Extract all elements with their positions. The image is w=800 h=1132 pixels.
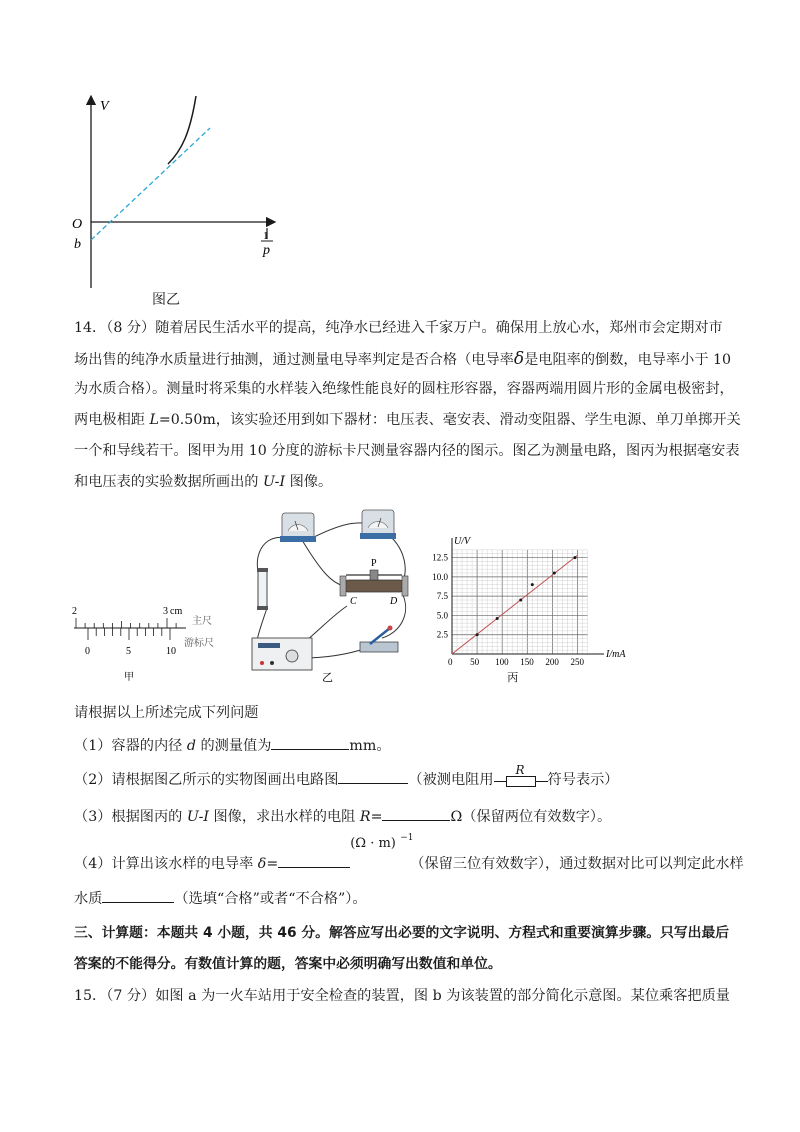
q4-text-a: （4）计算出该水样的电导率 [74, 856, 258, 872]
fig-bing-caption: 丙 [507, 672, 519, 684]
x-tick-label: 250 [570, 657, 584, 667]
q4-text-b: = [266, 856, 279, 872]
origin-label: O [72, 217, 83, 232]
x-tick-label: 100 [495, 657, 509, 667]
intercept-label: b [74, 237, 81, 252]
x-tick-label: 200 [545, 657, 559, 667]
q4-answer-blank[interactable] [278, 853, 350, 868]
fig-yi-circuit [232, 498, 432, 684]
main-scale-3: 3 [163, 606, 168, 617]
q14-line2-a: 场出售的纯净水质量进行抽测，通过测量电导率判定是否合格（电导率 [74, 352, 514, 368]
data-point [553, 572, 556, 575]
q14-line6-b: 图像。 [285, 474, 333, 490]
fig-yi-caption: 图乙 [152, 292, 180, 308]
q4-unit-base: (Ω · m) [350, 836, 396, 851]
q5-text-b: （选填“合格”或者“不合格”）。 [174, 891, 367, 907]
q14-line6-a: 和电压表的实验数据所画出的 [74, 474, 263, 490]
question-1 [74, 735, 391, 756]
fig-yi-vp-graph [60, 88, 300, 313]
fig-bing-ui-chart [432, 536, 630, 684]
vernier-ticks [88, 628, 170, 640]
q1-text-c: mm。 [349, 738, 391, 754]
vernier-0: 0 [85, 646, 90, 657]
q1-text-a: （1）容器的内径 [74, 738, 187, 754]
main-scale-label: 主尺 [192, 616, 212, 627]
axis-label-one: 1 [263, 230, 269, 242]
question-5 [74, 888, 367, 909]
q3-text-c: = [370, 809, 383, 825]
q14-var-l: L [149, 412, 159, 428]
resistor-symbol-icon [494, 763, 548, 790]
voltmeter-icon [280, 513, 316, 542]
q2-text-a: （2）请根据图乙所示的实物图画出电路图 [74, 772, 339, 788]
q3-text-b: 图像，求出水样的电阻 [208, 809, 360, 825]
q14-var-ui: U-I [262, 474, 286, 490]
q14-line4 [74, 410, 741, 430]
question-2 [74, 763, 619, 790]
fig-yi-circuit-caption: 乙 [322, 672, 333, 684]
q4-unit [350, 833, 414, 868]
q3-text-d: Ω（保留两位有效数字）。 [450, 809, 612, 825]
data-point [476, 633, 479, 636]
y-tick-label: 5.0 [436, 610, 448, 621]
fig-jia-caliper [68, 600, 233, 685]
milliammeter-icon [360, 510, 396, 539]
power-supply-icon [252, 638, 312, 670]
q3-var-r: R [359, 809, 371, 825]
x-tick-label: 150 [520, 657, 534, 667]
q14-line2-b: 是电阻率的倒数，电导率小于 10 [524, 352, 732, 368]
q2-text-c: 符号表示） [547, 772, 619, 788]
chart-x-label: I/mA [606, 649, 626, 660]
v-curve [168, 96, 196, 164]
section3-line1: 三、计算题：本题共 4 小题，共 46 分。解答应写出必要的文字说明、方程式和重要演算步骤。只写出最后 [74, 925, 730, 941]
q14-line2 [74, 349, 731, 370]
q4-var-delta: δ [257, 856, 267, 872]
rheostat-label-p: P [371, 558, 377, 569]
fig-jia-caption: 甲 [124, 672, 134, 683]
main-scale-ticks [76, 618, 176, 628]
question-4 [74, 833, 744, 874]
x-tick-label: 50 [470, 657, 480, 667]
y-tick-label: 10.0 [432, 571, 448, 582]
data-point [496, 617, 499, 620]
rheostat-label-c: C [350, 596, 357, 607]
q14-line3: 为水质合格）。测量时将采集的水样装入绝缘性能良好的圆柱形容器，容器两端用圆片形的金属电极密封， [74, 381, 734, 397]
q14-line4-a: 两电极相距 [74, 412, 150, 428]
vernier-label: 游标尺 [184, 638, 214, 649]
q4-text-c: （保留三位有效数字），通过数据对比可以判定此水样 [410, 856, 744, 872]
q14-line4-b: =0.50m，该实验还用到如下器材：电压表、毫安表、滑动变阻器、学生电源、单刀单掷开关 [158, 412, 741, 428]
q14-line6 [74, 472, 332, 492]
data-point [519, 599, 522, 602]
q1-text-b: 的测量值为 [195, 738, 272, 754]
q1-answer-blank[interactable] [271, 735, 349, 750]
question-3 [74, 806, 611, 827]
data-point [531, 583, 534, 586]
q2-answer-blank[interactable] [338, 769, 408, 784]
rheostat-label-d: D [390, 596, 398, 607]
questions-intro: 请根据以上所述完成下列问题 [74, 705, 259, 721]
chart-fit-line [452, 555, 577, 654]
axis-label-p: p [263, 243, 270, 258]
q2-text-b: （被测电阻用 [408, 772, 494, 788]
q3-var-ui: U-I [186, 809, 209, 825]
axis-label-v: V [100, 99, 109, 114]
y-tick-label: 7.5 [436, 591, 448, 602]
resistor-symbol-label: R [515, 763, 525, 777]
q5-answer-blank[interactable] [102, 888, 174, 903]
main-scale-unit: cm [170, 606, 183, 617]
q14-delta-symbol: δ [513, 349, 525, 369]
q1-var-d: d [186, 738, 196, 754]
q14-line1: 14．（8 分）随着居民生活水平的提高，纯净水已经进入千家万户。确保用上放心水，郑州市会定期对市 [74, 320, 723, 336]
q14-line5: 一个和导线若干。图甲为用 10 分度的游标卡尺测量容器内径的图示。图乙为测量电路，图丙为根据毫安表 [74, 443, 740, 459]
q3-text-a: （3）根据图丙的 [74, 809, 187, 825]
chart-y-label: U/V [454, 536, 471, 547]
y-tick-label: 2.5 [436, 629, 448, 640]
vernier-5: 5 [126, 646, 131, 657]
q4-unit-exponent: −1 [400, 833, 414, 843]
vernier-10: 10 [166, 646, 176, 657]
main-scale-2: 2 [72, 606, 77, 617]
data-point [573, 556, 576, 559]
q15-line1: 15．（7 分）如图 a 为一火车站用于安全检查的装置，图 b 为该装置的部分简化示意图。某位乘客把质量 [74, 988, 730, 1004]
chart-origin-label: 0 [448, 657, 453, 667]
switch-icon [360, 626, 398, 653]
y-tick-label: 12.5 [432, 552, 448, 563]
section3-line2: 答案的不能得分。有数值计算的题，答案中必须明确写出数值和单位。 [74, 956, 502, 972]
water-sample-tube-icon [257, 568, 268, 610]
q3-answer-blank[interactable] [382, 806, 450, 821]
q5-text-a: 水质 [74, 891, 103, 907]
dashed-asymptote [91, 128, 210, 240]
rheostat-icon [340, 570, 408, 596]
wire [302, 540, 344, 586]
